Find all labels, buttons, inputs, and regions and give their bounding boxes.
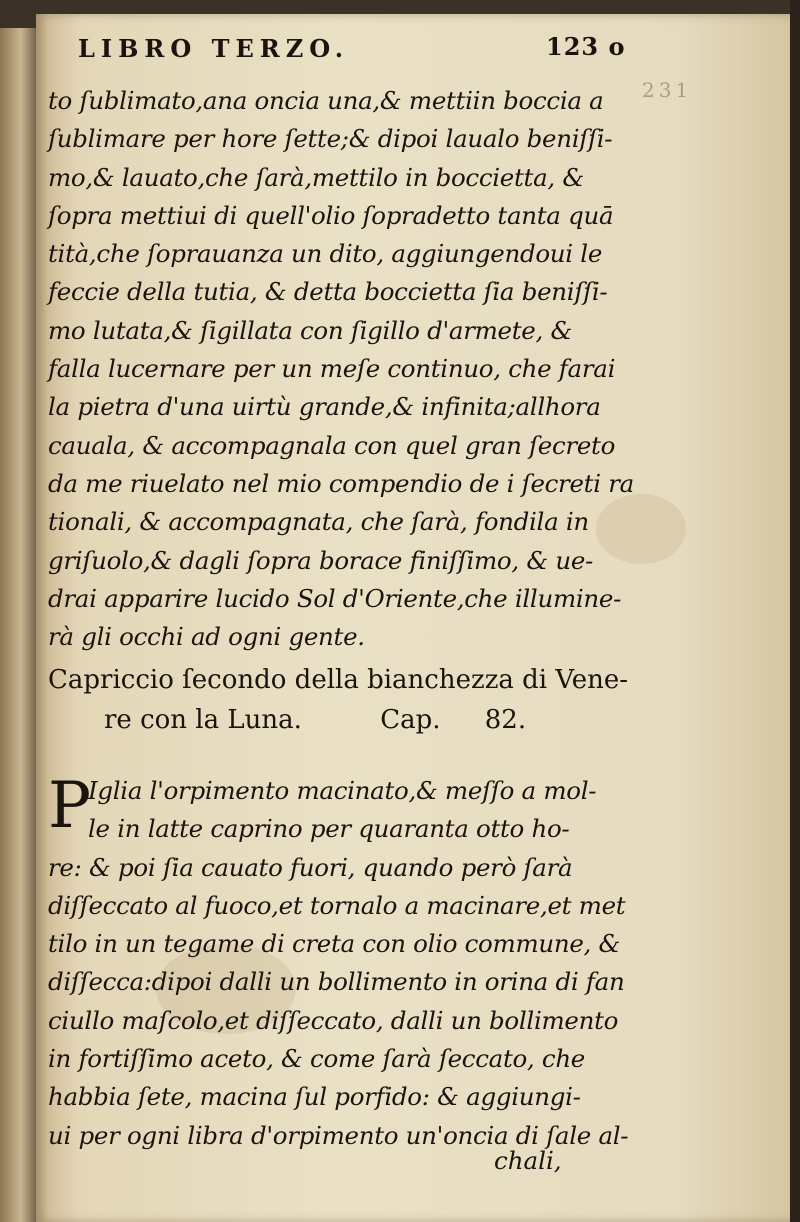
text-line: le in latte caprino per quaranta otto ho- <box>88 814 570 844</box>
running-head-title: LIBRO TERZO. <box>78 34 350 63</box>
text-line: ſublimare per hore ſette;& dipoi laualo beniſſi- <box>48 124 613 154</box>
background-edge <box>790 0 800 1222</box>
text-line: falla lucernare per un meſe continuo, che farai <box>48 354 616 384</box>
text-line: habbia ſete, macina ſul porfido: & aggiungi- <box>48 1082 581 1112</box>
text-line: tità,che ſoprauanza un dito, aggiungendoui le <box>48 239 603 269</box>
catchword: chali, <box>494 1146 562 1175</box>
text-line: ciullo maſcolo,et diſſeccato, dalli un bollimento <box>48 1005 619 1035</box>
chapter-heading <box>48 660 629 740</box>
facing-page-edge <box>0 28 38 1222</box>
text-line: rà gli occhi ad ogni gente. <box>48 622 365 652</box>
heading-line-2-text: re con la Luna. <box>104 705 302 735</box>
text-line: la pietra d'una uirtù grande,& infinita;allhora <box>48 392 601 422</box>
paragraph-2 <box>48 769 629 1155</box>
heading-line-2 <box>48 700 618 740</box>
chapter-label: Cap. <box>380 705 441 735</box>
text-line: tilo in un tegame di creta con olio commune, & <box>48 929 621 959</box>
paragraph-1 <box>48 82 634 656</box>
text-line: diſſecca:dipoi dalli un bollimento in orina di fan <box>48 967 625 997</box>
text-line: drai apparire lucido Sol d'Oriente,che illumine- <box>48 583 622 613</box>
page-number: 123 o <box>546 32 626 61</box>
text-line: to ſublimato,ana oncia una,& mettiin boccia a <box>48 86 604 115</box>
text-line: in fortiſſimo aceto, & come ſarà ſeccato, che <box>48 1044 586 1074</box>
text-line: Iglia l'orpimento macinato,& meſſo a mol- <box>88 776 597 805</box>
heading-line-1: Capriccio ſecondo della bianchezza di Vene- <box>48 665 629 695</box>
text-line: griſuolo,& dagli ſopra borace finiſſimo, & ue- <box>48 545 593 575</box>
margin-annotation: 231 <box>642 78 693 102</box>
drop-cap: P <box>48 769 92 843</box>
text-line: ui per ogni libra d'orpimento un'oncia di ſale al- <box>48 1120 629 1150</box>
text-line: feccie della tutia, & detta boccietta ſia beniſſi- <box>48 277 608 307</box>
text-line: da me riuelato nel mio compendio de i ſecreti ra <box>48 468 634 498</box>
chapter-number: 82. <box>484 705 527 735</box>
text-line: re: & poi ſia cauato fuori, quando però ſarà <box>48 852 573 882</box>
text-line: mo,& lauato,che ſarà,mettilo in boccietta, & <box>48 162 584 192</box>
text-line: diſſeccato al fuoco,et tornalo a macinare,et met <box>48 890 626 920</box>
running-head <box>56 32 636 72</box>
text-line: mo lutata,& ſigillata con ſigillo d'armete, & <box>48 315 572 345</box>
text-line: cauala, & accompagnala con quel gran ſecreto <box>48 430 616 460</box>
text-line: ſopra mettiui di quell'olio ſopradetto tanta quā <box>48 200 614 230</box>
text-line: tionali, & accompagnata, che ſarà, fondila in <box>48 507 589 537</box>
